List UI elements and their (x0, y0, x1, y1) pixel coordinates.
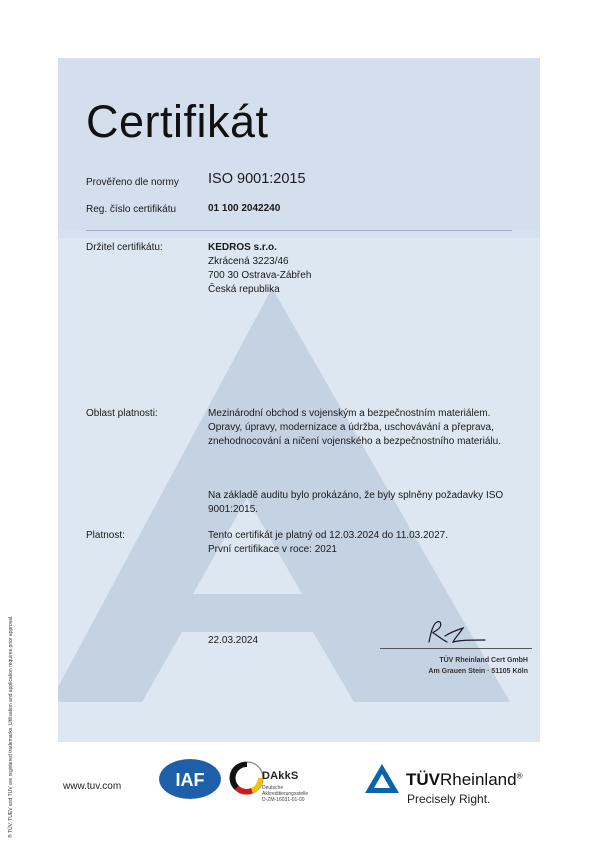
holder-name: KEDROS s.r.o. (208, 242, 277, 253)
validity-line: Tento certifikát je platný od 12.03.2024 do 11.03.2027. (208, 530, 448, 541)
holder-address-line: 700 30 Ostrava-Zábřeh (208, 270, 312, 281)
validity-line: První certifikace v roce: 2021 (208, 544, 337, 555)
validity-block (208, 529, 448, 557)
dakks-logo (229, 758, 265, 798)
validity-label: Platnost: (86, 530, 125, 541)
signature-line (380, 648, 532, 649)
holder-address-line: Zkrácená 3223/46 (208, 256, 289, 267)
issuer-name: TÜV Rheinland Cert GmbH (439, 657, 528, 664)
website-link[interactable]: www.tuv.com (63, 781, 122, 792)
tuv-registered-mark: ® (516, 771, 523, 781)
audit-line: Na základě auditu bylo prokázáno, že byly splněny požadavky ISO (208, 490, 504, 501)
tuv-triangle-logo (364, 763, 400, 795)
issue-date: 22.03.2024 (208, 635, 259, 646)
page-title: Certifikát (86, 96, 269, 147)
certificate-panel (58, 58, 540, 742)
trademark-side-note: ® TÜV, TUEV and TUV are registered trademarks. Utilisation and application requires prior approval. (8, 615, 14, 838)
issuer-address: Am Grauen Stein · 51105 Köln (428, 668, 528, 675)
issuer-block (380, 655, 528, 677)
standard-value: ISO 9001:2015 (208, 171, 306, 187)
tuv-brand (406, 770, 522, 790)
tuv-slogan: Precisely Right. (407, 792, 491, 806)
scope-line: znehodnocování a ničení vojenského a bezpečnostního materiálu. (208, 436, 501, 447)
dakks-sub-line: Deutsche (262, 785, 284, 791)
reg-number-value: 01 100 2042240 (208, 203, 281, 214)
holder-address-line: Česká republika (208, 284, 280, 295)
tuv-brand-bold: TÜV (406, 770, 440, 789)
standard-label: Prověřeno dle normy (86, 177, 179, 188)
dakks-sub-line: D-ZM-16031-01-00 (262, 797, 305, 803)
tuv-brand-rest: Rheinland (440, 770, 517, 789)
dakks-subtext (262, 785, 308, 803)
iaf-text: IAF (175, 770, 205, 790)
signature-image (423, 616, 493, 648)
reg-number-label: Reg. číslo certifikátu (86, 204, 177, 215)
scope-label: Oblast platnosti: (86, 408, 158, 419)
audit-statement (208, 489, 503, 517)
scope-block (208, 407, 501, 449)
holder-block (208, 241, 311, 297)
scope-line: Mezinárodní obchod s vojenským a bezpečnostním materiálem. (208, 408, 491, 419)
audit-line: 9001:2015. (208, 504, 259, 515)
scope-line: Opravy, úpravy, modernizace a údržba, uschovávání a přeprava, (208, 422, 494, 433)
iaf-logo (158, 757, 222, 801)
dakks-sub-line: Akkreditierungsstelle (262, 791, 309, 797)
header-divider (86, 230, 512, 231)
dakks-name: DAkkS (262, 770, 299, 782)
holder-label: Držitel certifikátu: (86, 242, 163, 253)
